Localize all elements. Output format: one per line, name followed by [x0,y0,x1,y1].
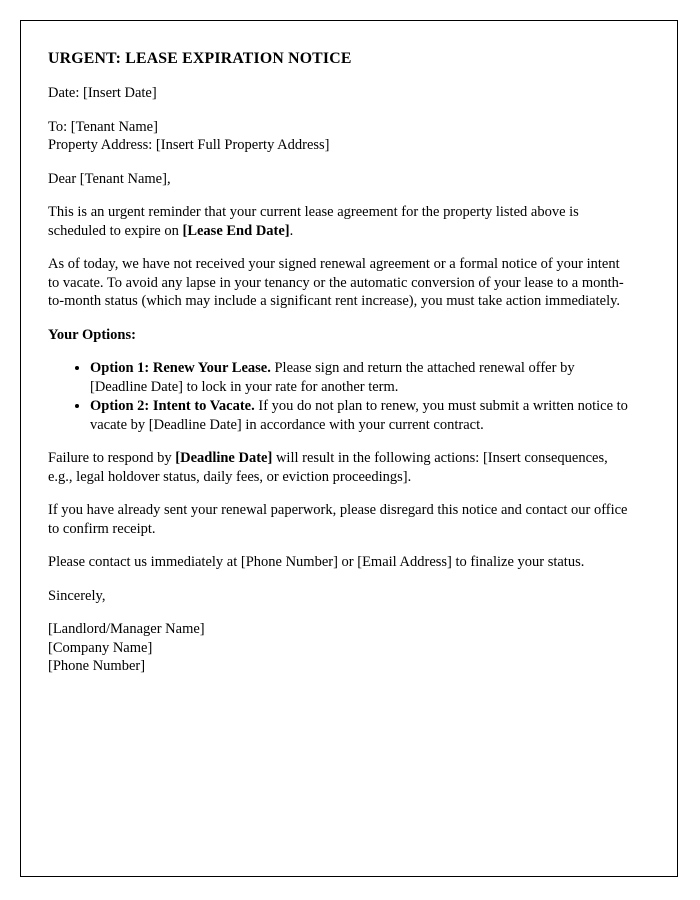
failure-text-post: will result in the following actions: [Insert consequences, e.g., legal holdover status, daily fees, or eviction proceedings]. [48,450,608,485]
failure-text-pre: Failure to respond by [48,450,176,466]
reminder-period: . [289,222,294,239]
option-item-renew [90,359,632,396]
paragraph-expiration-reminder [48,203,632,240]
deadline-date-placeholder: [Deadline Date] [175,450,273,466]
reminder-text: This is an urgent reminder that your current lease agreement for the property listed above is scheduled to expire on [48,204,579,239]
paragraph-status: As of today, we have not received your signed renewal agreement or a formal notice of your intent to vacate. To avoid any lapse in your tenancy or the automatic conversion of your lease to a month-to-month status (which may include a significant rent increase), you must take action immediately. [48,256,624,309]
lease-end-date-placeholder: [Lease End Date] [182,222,290,239]
option-renew-text: Please sign and return the attached renewal offer by [Deadline Date] to lock in your rate for another term. [90,360,575,395]
option-renew-label: Option 1: Renew Your Lease. [90,360,271,376]
option-vacate-label: Option 2: Intent to Vacate. [90,398,255,414]
signature-company: [Company Name] [48,639,153,656]
signature-phone: [Phone Number] [48,658,146,674]
salutation: Dear [Tenant Name], [48,170,171,187]
options-heading: Your Options: [48,326,136,343]
paragraph-failure-to-respond [48,449,632,486]
signature-block [48,620,632,676]
recipient-block [48,118,632,155]
letter-border-frame [20,20,678,877]
option-vacate-text: If you do not plan to renew, you must submit a written notice to vacate by [Deadline Date] in accordance with your current contract. [90,398,628,433]
options-list [48,359,632,434]
date-line: Date: [Insert Date] [48,85,157,101]
property-address-line: Property Address: [Insert Full Property Address] [48,137,330,153]
paragraph-contact: Please contact us immediately at [Phone Number] or [Email Address] to finalize your status. [48,554,585,570]
paragraph-already-sent: If you have already sent your renewal paperwork, please disregard this notice and contact our office to confirm receipt. [48,502,628,537]
closing: Sincerely, [48,587,106,604]
to-line: To: [Tenant Name] [48,118,158,135]
signature-name: [Landlord/Manager Name] [48,621,205,637]
option-item-vacate [90,397,632,434]
letter-title: URGENT: LEASE EXPIRATION NOTICE [48,50,352,67]
